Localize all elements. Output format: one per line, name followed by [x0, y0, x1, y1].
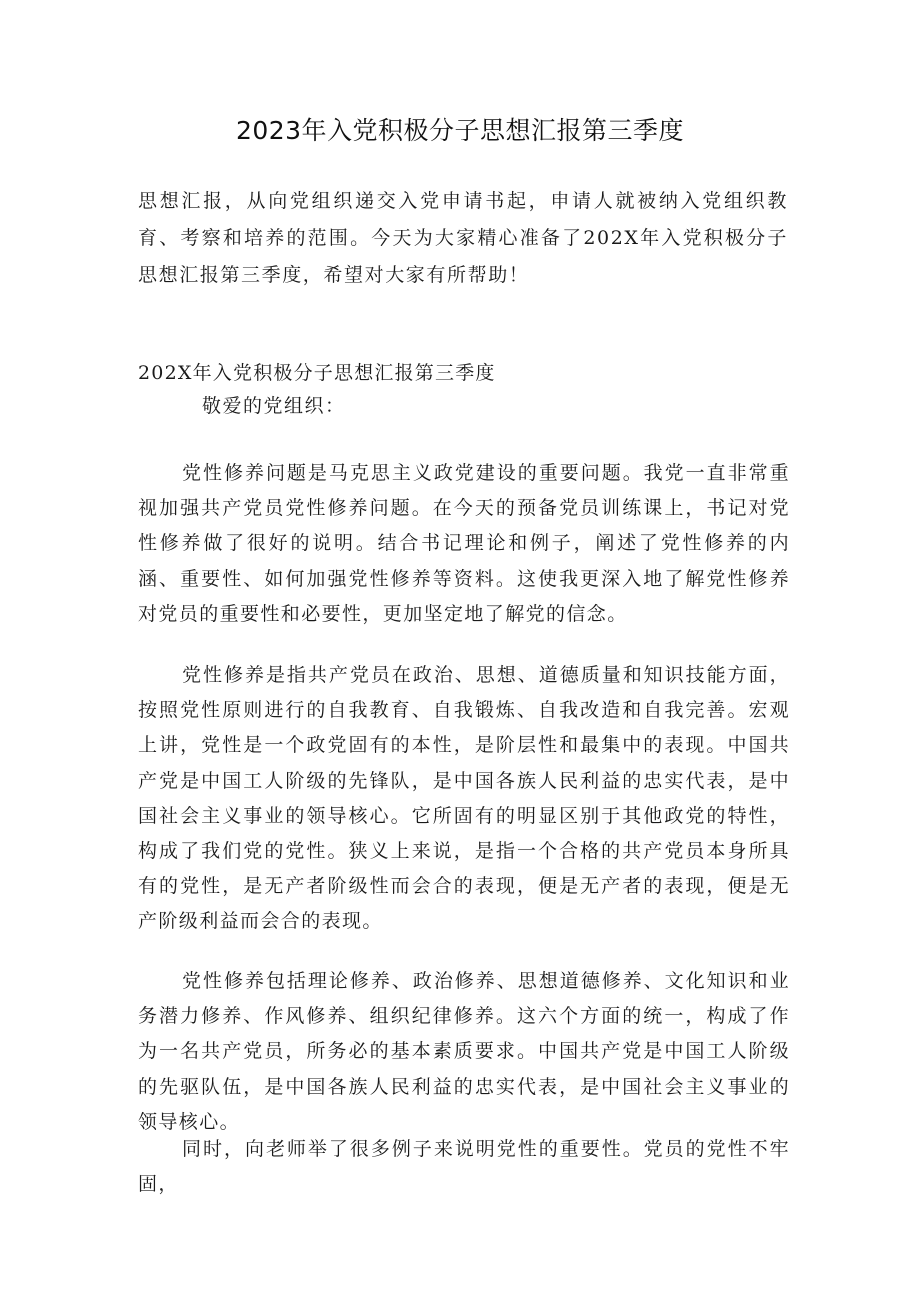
report-subtitle: 202X年入党积极分子思想汇报第三季度: [138, 362, 496, 384]
body-paragraph-2: 党性修养是指共产党员在政治、思想、道德质量和知识技能方面，按照党性原则进行的自我教育、自我锻炼、自我改造和自我完善。宏观上讲，党性是一个政党固有的本性，是阶层性和最集中的表现。中国共产党是中国工人阶级的先锋队，是中国各族人民利益的忠实代表，是中国社会主义事业的领导核心。它所固有的明显区别于其他政党的特性，构成了我们党的党性。狭义上来说，是指一个合格的共产党员本身所具有的党性，是无产者阶级性而会合的表现，便是无产者的表现，便是无产阶级利益而会合的表现。: [138, 664, 790, 933]
salutation: 敬爱的党组织：: [202, 395, 346, 417]
document-title: 2023年入党积极分子思想汇报第三季度: [235, 116, 685, 145]
intro-paragraph: 思想汇报，从向党组织递交入党申请书起，申请人就被纳入党组织教育、考察和培养的范围。今天为大家精心准备了202X年入党积极分子思想汇报第三季度，希望对大家有所帮助！: [138, 190, 788, 286]
body-paragraph-3: 党性修养包括理论修养、政治修养、思想道德修养、文化知识和业务潜力修养、作风修养、组织纪律修养。这六个方面的统一，构成了作为一名共产党员，所务必的基本素质要求。中国共产党是中国工人阶级的先驱队伍，是中国各族人民利益的忠实代表，是中国社会主义事业的领导核心。: [138, 970, 790, 1133]
body-paragraph-4: 同时，向老师举了很多例子来说明党性的重要性。党员的党性不牢固，: [138, 1138, 790, 1196]
body-paragraph-1: 党性修养问题是马克思主义政党建设的重要问题。我党一直非常重视加强共产党员党性修养问题。在今天的预备党员训练课上，书记对党性修养做了很好的说明。结合书记理论和例子，阐述了党性修养的内涵、重要性、如何加强党性修养等资料。这使我更深入地了解党性修养对党员的重要性和必要性，更加坚定地了解党的信念。: [138, 462, 790, 625]
